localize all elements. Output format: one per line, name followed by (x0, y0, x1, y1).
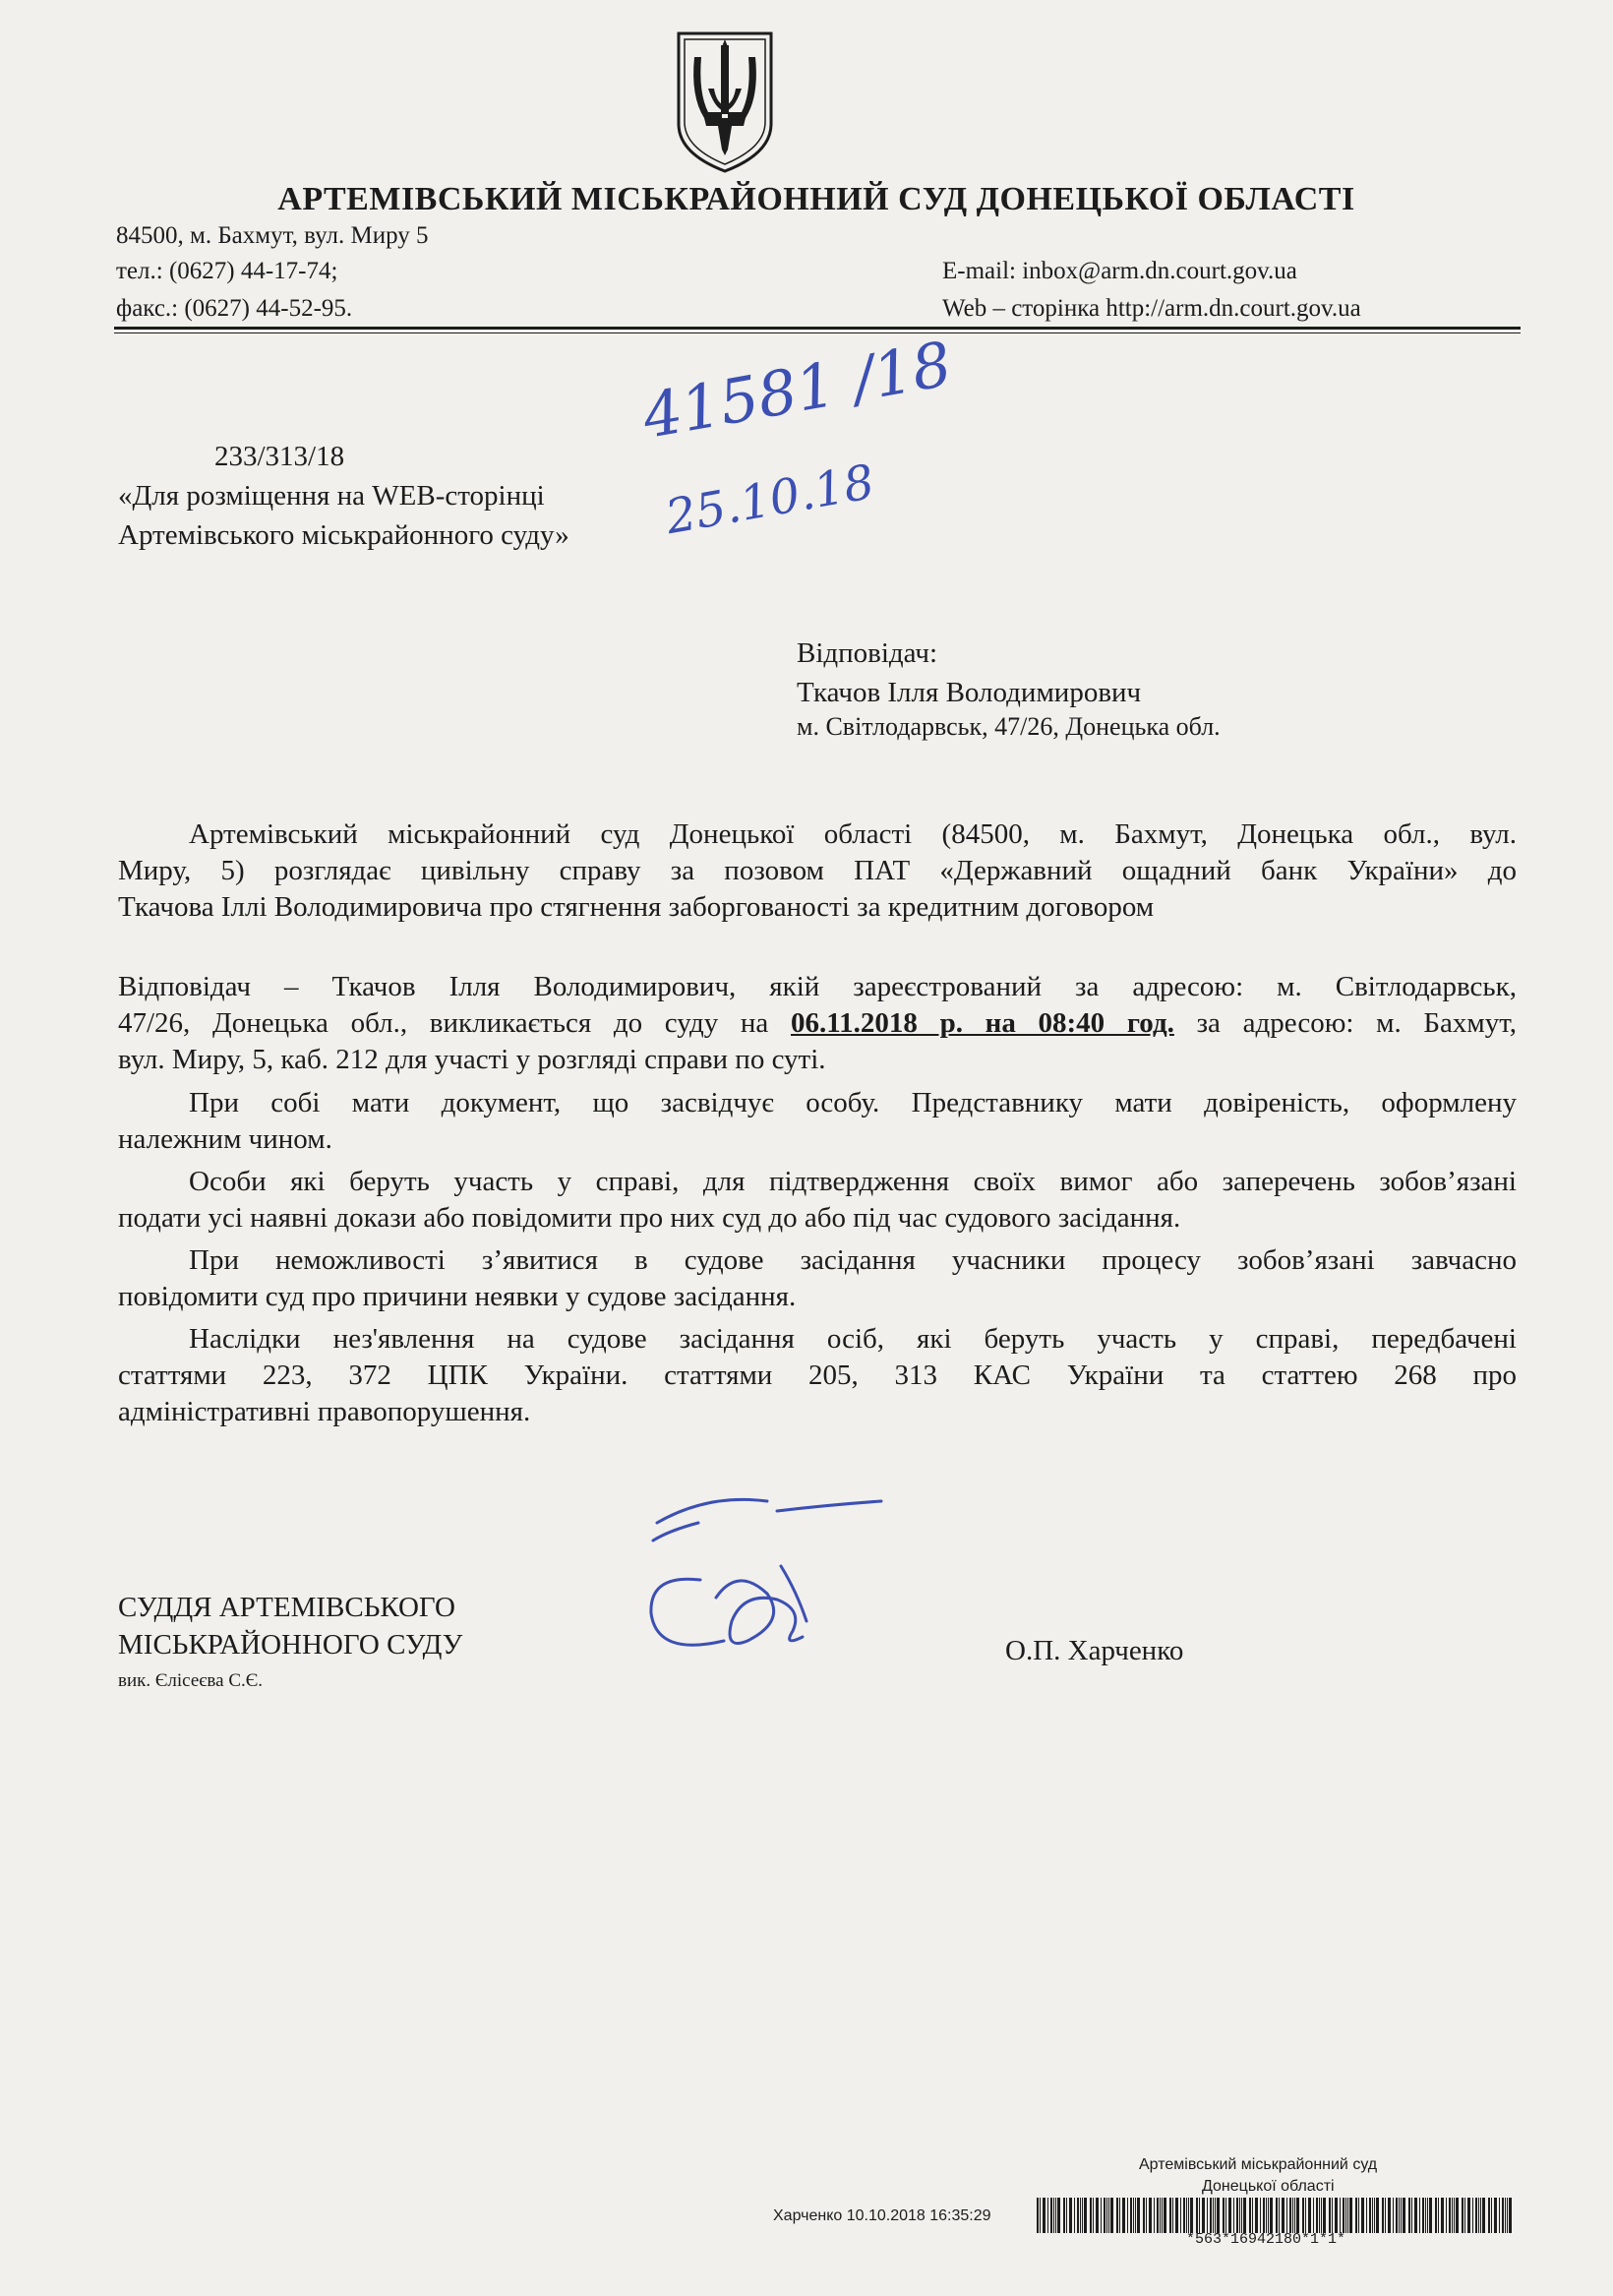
text-line: належним чином. (118, 1123, 332, 1155)
barcode-bar (1217, 2198, 1220, 2233)
barcode-number: *563*16942180*1*1* (1186, 2231, 1346, 2248)
barcode-bar (1127, 2198, 1128, 2233)
barcode-bar (1149, 2198, 1152, 2233)
barcode-bar (1372, 2198, 1373, 2233)
barcode-bar (1172, 2198, 1173, 2233)
barcode-bar (1130, 2198, 1132, 2233)
barcode-bar (1441, 2198, 1444, 2233)
hearing-datetime: 06.11.2018 р. на 08:40 год. (790, 1007, 1174, 1039)
executor-note: вик. Єлісеєва С.Є. (118, 1670, 264, 1691)
handwritten-registration-number: 41581 /18 (637, 328, 957, 453)
barcode-bar (1055, 2198, 1056, 2233)
text-line: статтями 223, 372 ЦПК України. статтями 205, 313 КАС України та статтею 268 про (118, 1359, 1517, 1391)
barcode-bar (1225, 2198, 1226, 2233)
barcode-bar (1376, 2198, 1379, 2233)
barcode-bar (1263, 2198, 1265, 2233)
barcode-bar (1385, 2198, 1386, 2233)
barcode-bar (1509, 2198, 1512, 2233)
barcode-bar (1361, 2198, 1364, 2233)
recipient-label: Відповідач: (797, 637, 938, 669)
case-number: 233/313/18 (214, 441, 345, 472)
barcode-bar (1286, 2198, 1287, 2233)
barcode-bar (1321, 2198, 1322, 2233)
barcode-bar (1233, 2198, 1234, 2233)
barcode-bar (1249, 2198, 1251, 2233)
barcode-bar (1340, 2198, 1341, 2233)
barcode-bar (1369, 2198, 1371, 2233)
barcode-bar (1393, 2198, 1394, 2233)
barcode-bar (1228, 2198, 1231, 2233)
barcode-bar (1329, 2198, 1331, 2233)
text-line: При собі мати документ, що засвідчує особу. Представнику мати довіреність, оформлену (189, 1087, 1517, 1118)
barcode-bar (1082, 2198, 1083, 2233)
barcode-bar (1162, 2198, 1163, 2233)
barcode-bar (1347, 2198, 1348, 2233)
barcode-bar (1335, 2198, 1338, 2233)
barcode-bar (1104, 2198, 1105, 2233)
barcode-bar (1180, 2198, 1181, 2233)
publication-note-line1: «Для розміщення на WEB-сторінці (118, 480, 545, 512)
text-line: Ткачова Іллі Володимировича про стягнення заборгованості за кредитним договором (118, 891, 1155, 923)
barcode-bar (1296, 2198, 1299, 2233)
barcode-bar (1164, 2198, 1166, 2233)
barcode-bar (1074, 2198, 1075, 2233)
barcode-bar (1422, 2198, 1424, 2233)
text-line: Особи які беруть участь у справі, для підтвердження своїх вимог або заперечень зобов’язані (189, 1166, 1517, 1197)
barcode-bar (1255, 2198, 1258, 2233)
barcode-bar (1313, 2198, 1314, 2233)
barcode-bar (1425, 2198, 1426, 2233)
barcode-bar (1279, 2198, 1280, 2233)
barcode-bar (1499, 2198, 1500, 2233)
barcode-bar (1116, 2198, 1118, 2233)
judge-signature (629, 1483, 925, 1680)
barcode-bar (1388, 2198, 1391, 2233)
barcode-bar (1268, 2198, 1269, 2233)
barcode-bar (1270, 2198, 1273, 2233)
barcode-bar (1040, 2198, 1041, 2233)
barcode-bar (1175, 2198, 1178, 2233)
barcode-bar (1403, 2198, 1405, 2233)
barcode-bar (1438, 2198, 1439, 2233)
text-line: повідомити суд про причини неявки у судове засідання. (118, 1281, 797, 1312)
barcode-bar (1066, 2198, 1067, 2233)
text-line: Миру, 5) розглядає цивільну справу за позовом ПАТ «Державний ощадний банк України» до (118, 855, 1517, 886)
barcode-bar (1202, 2198, 1205, 2233)
barcode-bar (1047, 2198, 1048, 2233)
barcode-bar (1482, 2198, 1485, 2233)
barcode-bar (1332, 2198, 1333, 2233)
paragraph-summons (118, 969, 1517, 1078)
court-fax: факс.: (0627) 44-52-95. (116, 295, 353, 322)
barcode-bar (1122, 2198, 1125, 2233)
barcode-bar (1475, 2198, 1477, 2233)
barcode-bar (1464, 2198, 1465, 2233)
barcode-bar (1090, 2198, 1092, 2233)
barcode-bar (1143, 2198, 1145, 2233)
court-email: E-mail: inbox@arm.dn.court.gov.ua (942, 258, 1297, 284)
barcode-bar (1063, 2198, 1065, 2233)
court-phone: тел.: (0627) 44-17-74; (116, 258, 338, 284)
barcode-bar (1084, 2198, 1087, 2233)
barcode-bar (1316, 2198, 1318, 2233)
barcode-bar (1308, 2198, 1311, 2233)
barcode-bar (1069, 2198, 1072, 2233)
court-website: Web – сторінка http://arm.dn.court.gov.ua (942, 295, 1361, 322)
text-line: подати усі наявні докази або повідомити про них суд до або під час судового засідання. (118, 1202, 1181, 1234)
text-line: Відповідач – Ткачов Ілля Володимирович, якій зареєстрований за адресою: м. Світлодарвськ, (118, 971, 1517, 1002)
barcode-bar (1429, 2198, 1432, 2233)
barcode-bar (1243, 2198, 1246, 2233)
stamp-court-line2: Донецької області (1202, 2178, 1335, 2195)
barcode-bar (1080, 2198, 1081, 2233)
barcode-bar (1053, 2198, 1054, 2233)
barcode (1037, 2198, 1517, 2233)
barcode-bar (1427, 2198, 1428, 2233)
barcode-bar (1480, 2198, 1481, 2233)
barcode-bar (1133, 2198, 1134, 2233)
barcode-bar (1349, 2198, 1352, 2233)
barcode-bar (1414, 2198, 1417, 2233)
publication-note-line2: Артемівського міськрайонного суду» (118, 519, 569, 551)
barcode-bar (1106, 2198, 1107, 2233)
judge-name: О.П. Харченко (1005, 1635, 1184, 1666)
text-line: адміністративні правопорушення. (118, 1396, 531, 1427)
text-line-hearing (118, 1005, 1517, 1042)
barcode-bar (1366, 2198, 1367, 2233)
barcode-bar (1396, 2198, 1398, 2233)
text-line: Артемівський міськрайонний суд Донецької області (84500, м. Бахмут, Донецька обл., вул. (189, 818, 1517, 850)
barcode-bar (1411, 2198, 1412, 2233)
barcode-bar (1108, 2198, 1109, 2233)
handwritten-registration-date: 25.10.18 (661, 453, 878, 546)
barcode-bar (1452, 2198, 1453, 2233)
barcode-bar (1446, 2198, 1447, 2233)
text-fragment: за адресою: м. Бахмут, (1196, 1007, 1518, 1039)
barcode-bar (1467, 2198, 1470, 2233)
barcode-bar (1345, 2198, 1346, 2233)
barcode-bar (1456, 2198, 1459, 2233)
barcode-bar (1323, 2198, 1326, 2233)
barcode-bar (1239, 2198, 1240, 2233)
stamp-court-line1: Артемівський міськрайонний суд (1139, 2156, 1378, 2173)
barcode-bar (1502, 2198, 1504, 2233)
barcode-bar (1382, 2198, 1384, 2233)
judge-title-line2: МІСЬКРАЙОННОГО СУДУ (118, 1629, 463, 1661)
barcode-bar (1491, 2198, 1492, 2233)
barcode-bar (1507, 2198, 1508, 2233)
barcode-bar (1472, 2198, 1473, 2233)
barcode-bar (1169, 2198, 1171, 2233)
barcode-bar (1302, 2198, 1304, 2233)
barcode-bar (1096, 2198, 1099, 2233)
barcode-bar (1146, 2198, 1147, 2233)
paragraph-documents (118, 1085, 1517, 1158)
barcode-bar (1449, 2198, 1451, 2233)
court-address: 84500, м. Бахмут, вул. Миру 5 (116, 222, 429, 249)
barcode-bar (1188, 2198, 1189, 2233)
barcode-bar (1183, 2198, 1185, 2233)
barcode-bar (1037, 2198, 1039, 2233)
barcode-bar (1119, 2198, 1120, 2233)
barcode-bar (1199, 2198, 1200, 2233)
barcode-bar (1137, 2198, 1140, 2233)
barcode-bar (1305, 2198, 1306, 2233)
paragraph-consequences (118, 1321, 1517, 1430)
barcode-bar (1186, 2198, 1187, 2233)
recipient-name: Ткачов Ілля Володимирович (797, 677, 1142, 708)
barcode-bar (1057, 2198, 1060, 2233)
barcode-bar (1196, 2198, 1198, 2233)
barcode-bar (1435, 2198, 1437, 2233)
text-line: Наслідки нез'явлення на судове засідання осіб, які беруть участь у справі, передбачені (189, 1323, 1517, 1355)
paragraph-evidence (118, 1164, 1517, 1237)
barcode-bar (1266, 2198, 1267, 2233)
barcode-bar (1292, 2198, 1293, 2233)
barcode-bar (1154, 2198, 1155, 2233)
text-fragment: 47/26, Донецька обл., викликається до суду на (118, 1007, 769, 1039)
header-divider (114, 327, 1521, 330)
barcode-bar (1050, 2198, 1052, 2233)
barcode-bar (1210, 2198, 1212, 2233)
barcode-bar (1374, 2198, 1375, 2233)
recipient-address: м. Світлодарвськ, 47/26, Донецька обл. (797, 712, 1221, 741)
court-name: АРТЕМІВСЬКИЙ МІСЬКРАЙОННИЙ СУД ДОНЕЦЬКОЇ ОБЛАСТІ (277, 181, 1355, 217)
barcode-bar (1043, 2198, 1045, 2233)
barcode-bar (1343, 2198, 1344, 2233)
barcode-bar (1207, 2198, 1208, 2233)
stamp-signed-by: Харченко 10.10.2018 16:35:29 (773, 2207, 991, 2224)
barcode-bar (1110, 2198, 1113, 2233)
header-divider-thin (114, 332, 1521, 333)
barcode-bar (1355, 2198, 1357, 2233)
paragraph-case-description (118, 816, 1517, 926)
barcode-bar (1358, 2198, 1359, 2233)
barcode-bar (1289, 2198, 1291, 2233)
barcode-bar (1462, 2198, 1464, 2233)
barcode-bar (1213, 2198, 1214, 2233)
barcode-bar (1319, 2198, 1320, 2233)
barcode-bar (1252, 2198, 1253, 2233)
judge-title-line1: СУДДЯ АРТЕМІВСЬКОГО (118, 1592, 455, 1623)
barcode-bar (1215, 2198, 1216, 2233)
barcode-bar (1190, 2198, 1193, 2233)
barcode-bar (1294, 2198, 1295, 2233)
text-line: вул. Миру, 5, каб. 212 для участі у розгляді справи по суті. (118, 1044, 826, 1075)
text-line: При неможливості з’явитися в судове засідання учасники процесу зобов’язані завчасно (189, 1244, 1517, 1276)
barcode-bar (1276, 2198, 1278, 2233)
barcode-bar (1223, 2198, 1225, 2233)
barcode-bar (1260, 2198, 1261, 2233)
barcode-bar (1408, 2198, 1410, 2233)
barcode-bar (1494, 2198, 1497, 2233)
barcode-bar (1157, 2198, 1159, 2233)
barcode-bar (1419, 2198, 1420, 2233)
barcode-bar (1488, 2198, 1490, 2233)
barcode-bar (1077, 2198, 1079, 2233)
trident-coat-of-arms-icon (669, 28, 781, 175)
barcode-bar (1505, 2198, 1506, 2233)
barcode-bar (1478, 2198, 1479, 2233)
barcode-bar (1282, 2198, 1284, 2233)
barcode-bar (1160, 2198, 1161, 2233)
barcode-bar (1241, 2198, 1242, 2233)
barcode-bar (1236, 2198, 1238, 2233)
paragraph-absence (118, 1242, 1517, 1315)
barcode-bar (1399, 2198, 1400, 2233)
barcode-bar (1401, 2198, 1402, 2233)
barcode-bar (1093, 2198, 1094, 2233)
barcode-bar (1454, 2198, 1455, 2233)
barcode-bar (1135, 2198, 1136, 2233)
barcode-bar (1101, 2198, 1102, 2233)
